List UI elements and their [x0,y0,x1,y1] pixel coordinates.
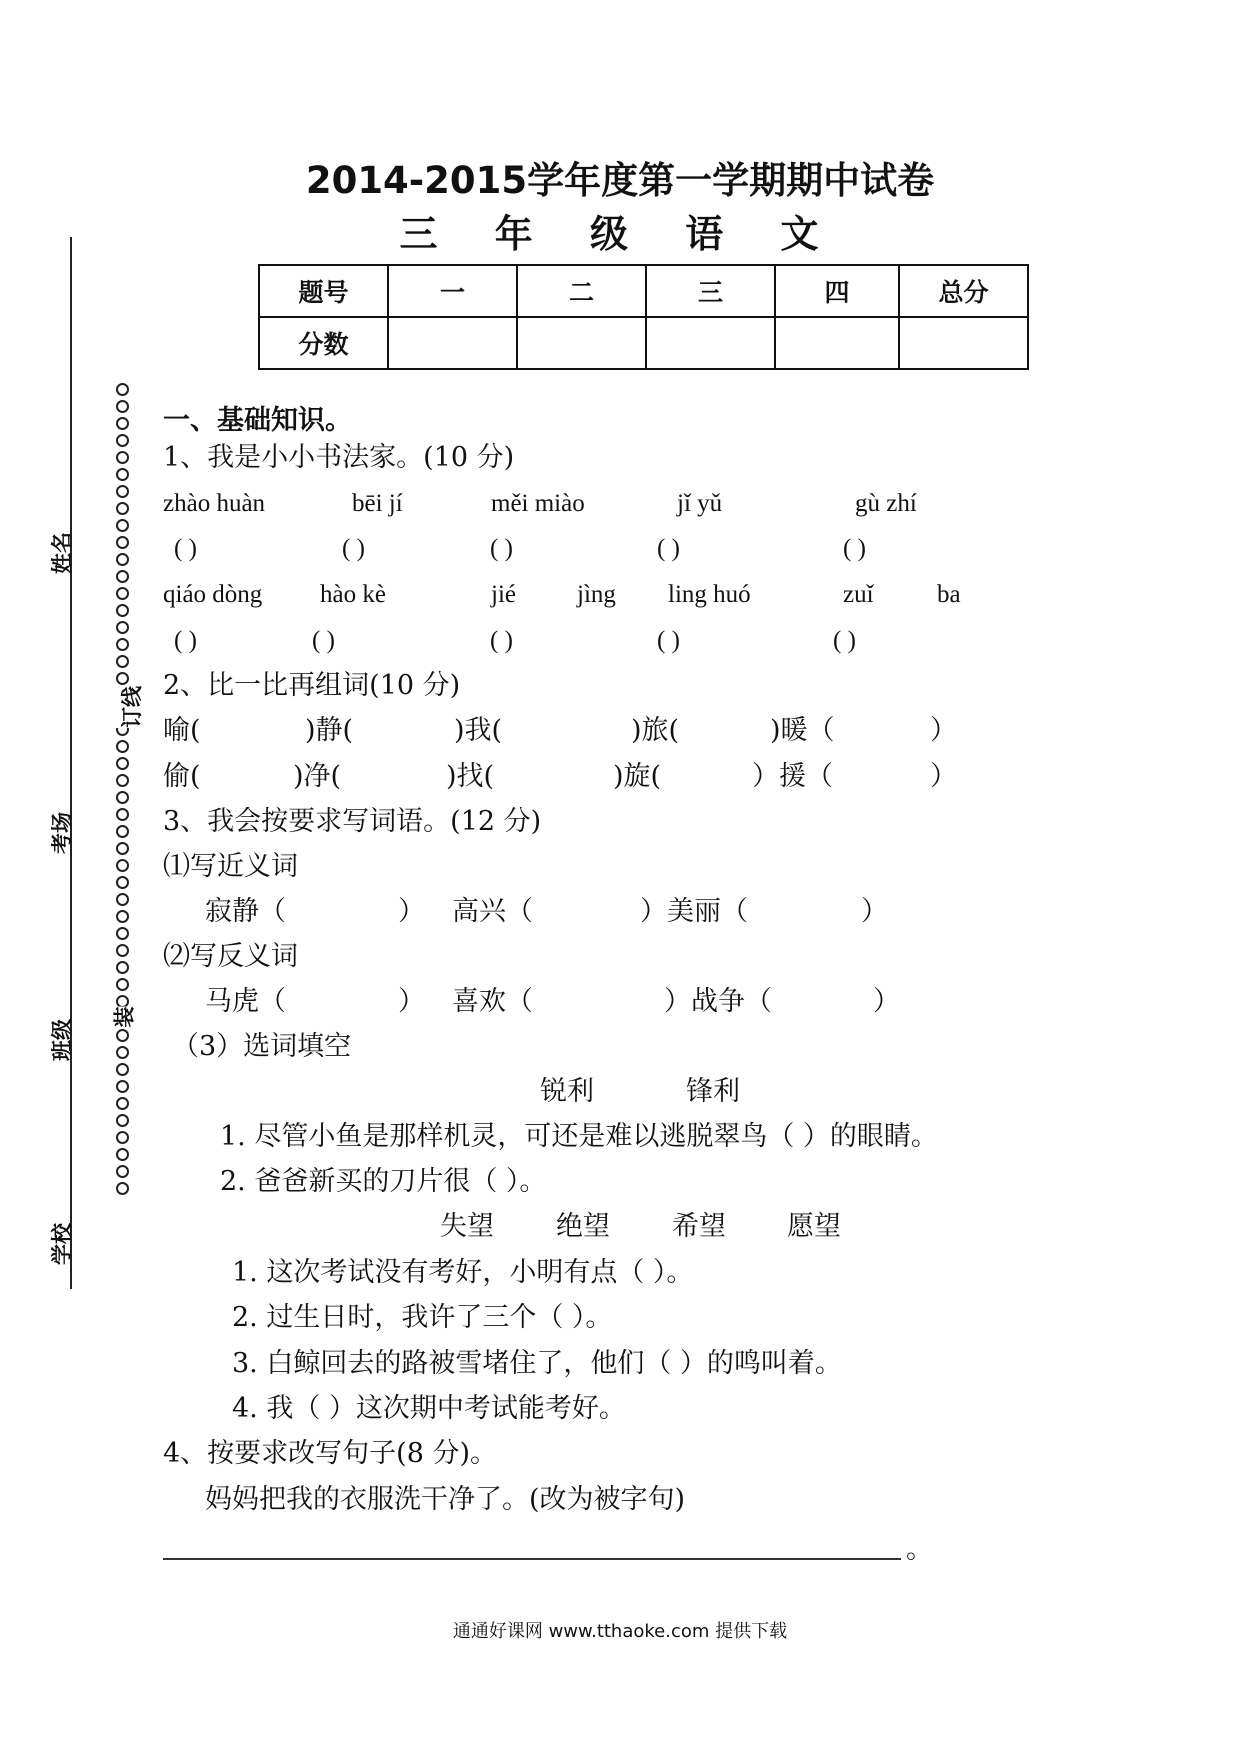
answer-blank[interactable]: ( ) [657,535,680,562]
answer-blank[interactable]: ( ) [490,627,513,654]
score-input-cell[interactable] [646,317,775,369]
binding-circle [116,842,129,855]
question-1-title: 1、我是小小书法家。(10 分) [163,442,515,473]
word-item: )静( [305,715,354,746]
binding-circle [116,1131,129,1144]
word-choice: 锋利 [686,1076,740,1107]
binding-circle [116,1046,129,1059]
binding-circle [116,774,129,787]
word-choice: 希望 [672,1211,726,1242]
binding-circle [116,400,129,413]
binding-circle [116,553,129,566]
binding-circle [116,1148,129,1161]
binding-circle [116,978,129,991]
score-input-cell[interactable] [775,317,899,369]
sub-question-title: ⑵写反义词 [163,941,298,972]
class-field-label: 班级 [50,1019,74,1061]
binding-circle [116,604,129,617]
binding-circle [116,859,129,872]
word-choice: 失望 [440,1211,494,1242]
word-item: 喻( [163,715,201,746]
word-item: ）援（ [752,761,833,792]
answer-blank[interactable]: ( ) [174,627,197,654]
score-row-label: 分数 [259,317,388,369]
word-item: ） [930,715,957,746]
question-4-title: 4、按要求改写句子(8 分)。 [163,1438,498,1469]
score-table-header-row [259,265,1028,317]
pinyin-item: hào kè [320,581,386,608]
answer-blank[interactable]: ( ) [843,535,866,562]
word-item: )旋( [613,761,662,792]
bind-label: 装 [109,1007,139,1028]
binding-circle [116,655,129,668]
binding-circle [116,1114,129,1127]
word-item: 寂静（ [205,896,286,927]
word-item: ） [398,896,425,927]
pinyin-item: jǐ yǔ [677,490,723,517]
exam-room-field-label: 考场 [50,812,74,854]
word-item: 马虎（ [205,986,286,1017]
sub-question-title: ⑴写近义词 [163,851,298,882]
word-item: ） [930,761,957,792]
pinyin-item: gù zhí [855,490,917,517]
binding-circle [116,808,129,821]
word-choice: 愿望 [787,1211,841,1242]
word-item: 高兴（ [452,896,533,927]
fill-sentence: 1. 尽管小鱼是那样机灵，可还是难以逃脱翠鸟（ ）的眼睛。 [220,1121,938,1152]
binding-circle [116,536,129,549]
binding-circle [116,519,129,532]
binding-circle [116,893,129,906]
binding-circle [116,451,129,464]
rewrite-sentence: 妈妈把我的衣服洗干净了。(改为被字句) [205,1484,686,1515]
school-field-label: 学校 [50,1223,74,1265]
fill-sentence: 1. 这次考试没有考好，小明有点（ ）。 [232,1257,694,1288]
sentence-end-mark: 。 [906,1534,933,1565]
word-item: 偷( [163,761,201,792]
question-3-title: 3、我会按要求写词语。(12 分) [163,806,542,837]
binding-circle [116,961,129,974]
word-item: )暖（ [770,715,835,746]
footer-source: 通通好课网 www.tthaoke.com 提供下载 [452,1621,788,1642]
question-2-title: 2、比一比再组词(10 分) [163,670,461,701]
bind-line-label: 订线 [116,686,146,728]
binding-circle [116,910,129,923]
answer-blank[interactable]: ( ) [657,627,680,654]
section-heading: 一、基础知识。 [163,405,352,436]
binding-circle [116,434,129,447]
answer-blank[interactable]: ( ) [312,627,335,654]
binding-circle [116,876,129,889]
pinyin-item: jìng [577,581,616,608]
binding-circle [116,1063,129,1076]
rewrite-answer-line[interactable] [163,1558,901,1560]
binding-circle [116,570,129,583]
pinyin-item: ba [937,581,961,608]
binding-circle [116,1097,129,1110]
exam-subtitle: 三 年 级 语 文 [399,212,841,256]
score-input-cell[interactable] [388,317,517,369]
word-item: ）战争（ [664,986,772,1017]
name-field-label: 姓名 [50,532,74,574]
pinyin-item: ling huó [668,581,751,608]
binding-circle [116,927,129,940]
score-cell: 题号 [259,265,388,317]
binding-circle [116,740,129,753]
score-cell: 二 [517,265,646,317]
word-item: )找( [446,761,495,792]
score-input-cell[interactable] [517,317,646,369]
pinyin-item: měi miào [491,490,585,517]
fill-sentence: 2. 过生日时，我许了三个（ ）。 [232,1302,613,1333]
score-cell: 四 [775,265,899,317]
answer-blank[interactable]: ( ) [174,535,197,562]
word-item: ） [861,896,888,927]
word-choice: 锐利 [540,1076,594,1107]
pinyin-item: zuǐ [843,581,874,608]
score-table-score-row [259,317,1028,369]
pinyin-item: jié [491,581,516,608]
word-item: )我( [454,715,503,746]
binding-circle [116,485,129,498]
binding-circle [116,672,129,685]
score-cell: 一 [388,265,517,317]
fill-sentence: 4. 我（ ）这次期中考试能考好。 [232,1393,626,1424]
binding-circle [116,1080,129,1093]
score-cell: 三 [646,265,775,317]
word-item: ）美丽（ [640,896,748,927]
score-cell: 总分 [899,265,1028,317]
binding-circle [116,757,129,770]
score-table [258,264,1029,370]
word-item: ） [398,986,425,1017]
word-item: )旅( [631,715,680,746]
score-input-cell[interactable] [899,317,1028,369]
exam-title: 2014-2015学年度第一学期期中试卷 [305,159,935,202]
binding-rule-line [70,237,72,1289]
binding-circle [116,825,129,838]
binding-circle [116,1182,129,1195]
word-choice: 绝望 [556,1211,610,1242]
pinyin-item: qiáo dòng [163,581,263,608]
binding-circle [116,417,129,430]
binding-circle [116,1029,129,1042]
answer-blank[interactable]: ( ) [833,627,856,654]
sub-question-title: （3）选词填空 [172,1031,352,1062]
binding-circle [116,587,129,600]
binding-circle [116,468,129,481]
answer-blank[interactable]: ( ) [342,535,365,562]
binding-circle [116,1165,129,1178]
answer-blank[interactable]: ( ) [490,535,513,562]
binding-circle [116,638,129,651]
pinyin-item: zhào huàn [163,490,266,517]
word-item: )净( [293,761,342,792]
binding-circle [116,944,129,957]
fill-sentence: 2. 爸爸新买的刀片很（ ）。 [220,1166,547,1197]
word-item: 喜欢（ [452,986,533,1017]
binding-circle [116,791,129,804]
binding-circle [116,383,129,396]
pinyin-item: bēi jí [352,490,403,517]
binding-circle-column [113,383,131,1199]
binding-circle [116,502,129,515]
word-item: ） [873,986,900,1017]
binding-circle [116,621,129,634]
fill-sentence: 3. 白鲸回去的路被雪堵住了，他们（ ）的鸣叫着。 [232,1348,842,1379]
